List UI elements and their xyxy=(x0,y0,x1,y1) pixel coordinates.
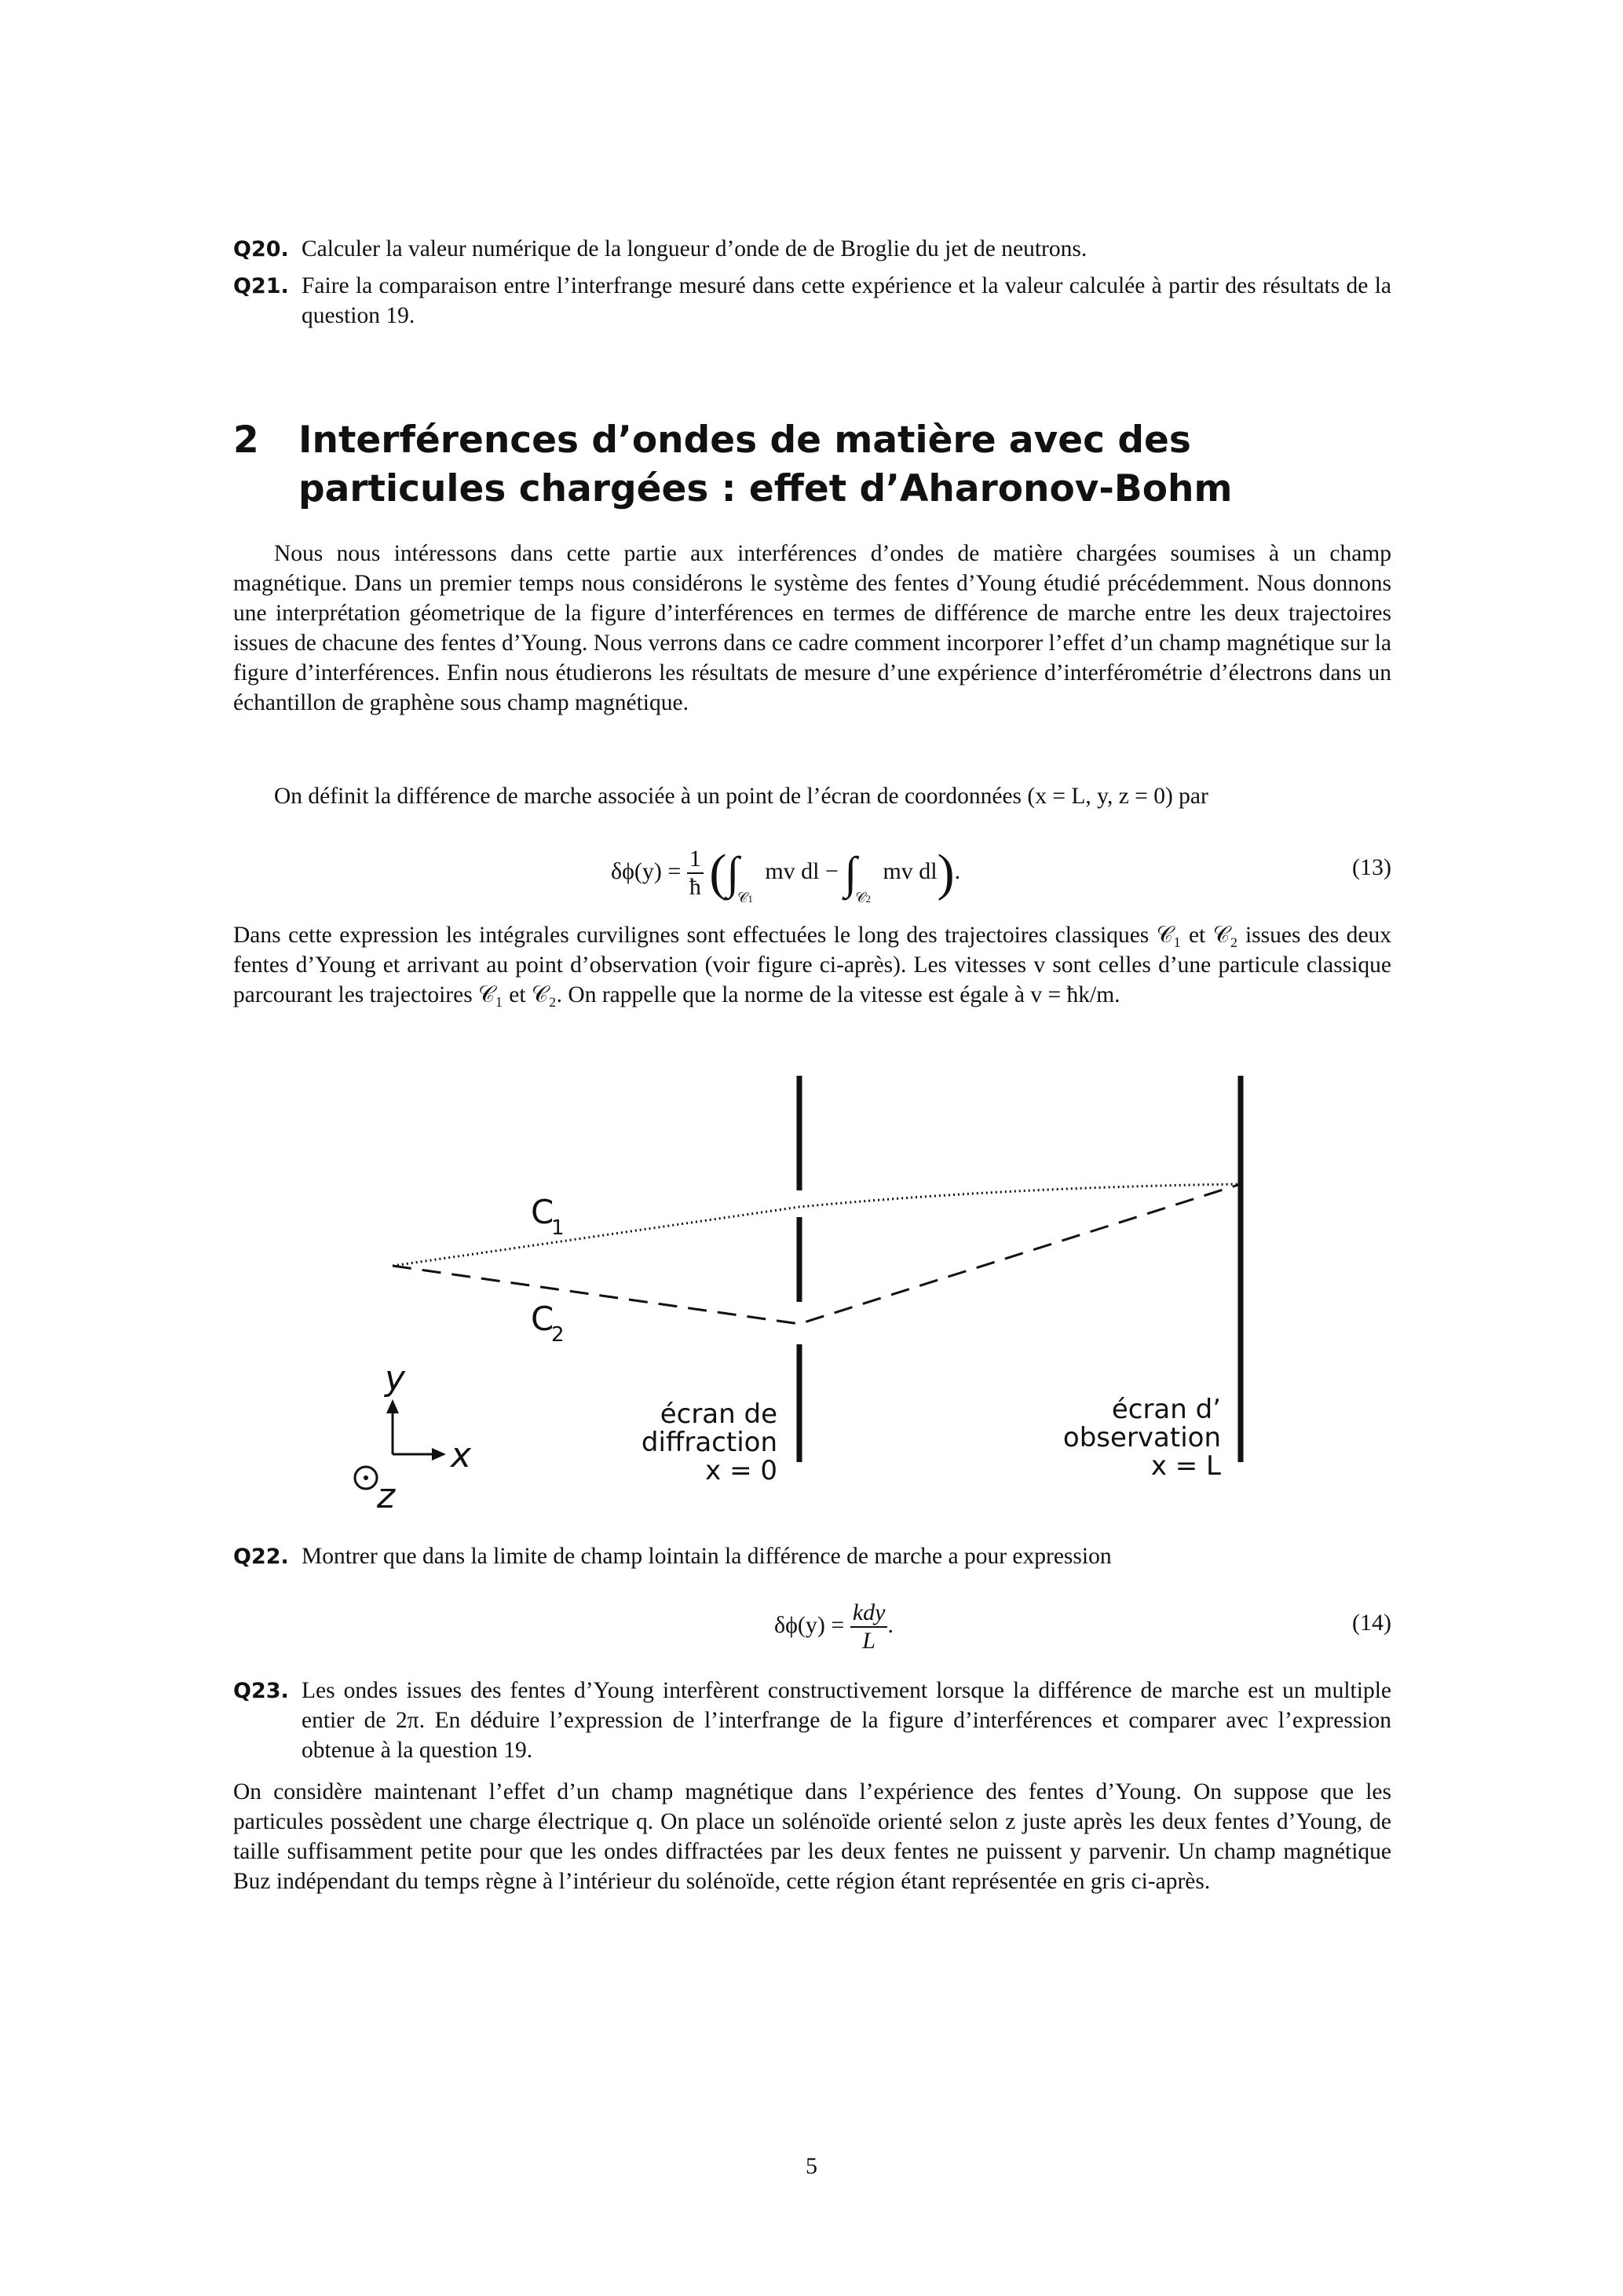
equation-14-number: (14) xyxy=(1352,1610,1391,1636)
question-label: Q22. xyxy=(233,1545,289,1569)
eq13-integrand1: mv dl xyxy=(765,858,820,884)
eq14-end: . xyxy=(887,1612,894,1638)
y-arrowhead-icon xyxy=(386,1399,399,1413)
c2-label: C xyxy=(531,1300,554,1338)
screen1-label-line1: écran de xyxy=(660,1398,777,1430)
axis-z-label: z xyxy=(377,1476,396,1516)
x-arrowhead-icon xyxy=(432,1448,446,1461)
eq13-sub1-index: 1 xyxy=(748,893,753,905)
equation-13: δϕ(y) = $\frac{1}{ħ}$ ($\int_{𝒞1}$ mv dl − $\int_{𝒞2}$ mv dl). xyxy=(611,844,961,905)
eq14-lhs: δϕ(y) = xyxy=(774,1612,845,1638)
section-number: 2 xyxy=(233,419,259,462)
equation-13-number: (13) xyxy=(1352,854,1391,880)
definition-sentence: On définit la différence de marche associée à un point de l’écran de coordonnées (x = L, y, z = 0) par xyxy=(274,784,1208,809)
screen1-label-line2: diffraction xyxy=(641,1427,777,1458)
eq14-frac-den: L xyxy=(862,1628,875,1654)
question-label: Q23. xyxy=(233,1679,289,1703)
screen1-label-line3: x = 0 xyxy=(705,1455,777,1486)
eq13-sub2-index: 2 xyxy=(865,893,871,905)
c1-index: 1 xyxy=(551,1216,565,1240)
screen2-label-line3: x = L xyxy=(1150,1450,1221,1482)
eq13-end: . xyxy=(954,858,961,884)
trajectory-c2 xyxy=(393,1184,1241,1324)
trajectory-c1 xyxy=(393,1184,1241,1266)
eq13-lhs: δϕ(y) = xyxy=(611,858,682,884)
section-title: Interférences d’ondes de matière avec des particules chargées : effet d’Aharonov-Bohm xyxy=(298,419,1233,510)
question-text: Calculer la valeur numérique de la longueur d’onde de de Broglie du jet de neutrons. xyxy=(302,236,1087,261)
eq14-frac-num: kdy xyxy=(850,1600,888,1628)
c2-index: 2 xyxy=(551,1323,565,1347)
question-label: Q20. xyxy=(233,237,289,261)
c1-label: C xyxy=(531,1193,554,1231)
eq13-sub1: 𝒞 xyxy=(737,890,748,905)
question-text: Les ondes issues des fentes d’Young interfèrent constructivement lorsque la différence de marche est un multiple entier de 2π. En déduire l’expression de l’interfrange de la figure d’interférences et comparer avec l’expression obtenue à la question 19. xyxy=(302,1678,1391,1763)
screen2-label-line1: écran d’ xyxy=(1111,1394,1221,1425)
question-q23 xyxy=(233,1676,1391,1765)
question-label: Q21. xyxy=(233,274,289,298)
eq13-frac-num: 1 xyxy=(687,846,704,874)
trajectories-paragraph: Dans cette expression les intégrales curvilignes sont effectuées le long des trajectoires classiques 𝒞₁ et 𝒞₂ issues des deux fentes d’Young et arrivant au point d’observation (voir figure ci-après). Les vitesses v sont celles d’une particule classique parcourant les trajectoires 𝒞₁ et 𝒞₂. On rappelle que la norme de la vitesse est égale à v = ħk/m. xyxy=(233,923,1391,1007)
eq13-frac-den: ħ xyxy=(689,874,701,901)
eq13-sub2: 𝒞 xyxy=(855,890,866,905)
eq13-minus: − xyxy=(825,858,839,884)
eq13-integrand2: mv dl xyxy=(883,858,938,884)
question-q22 xyxy=(233,1541,1391,1571)
question-text: Faire la comparaison entre l’interfrange mesuré dans cette expérience et la valeur calculée à partir des résultats de la question 19. xyxy=(302,273,1391,328)
axis-y-label: y xyxy=(385,1358,406,1398)
eq14-fraction xyxy=(850,1600,888,1654)
magnetic-field-paragraph: On considère maintenant l’effet d’un champ magnétique dans l’expérience des fentes d’Young. On suppose que les particules possèdent une charge électrique q. On place un solénoïde orienté selon z juste après les deux fentes d’Young, de taille suffisamment petite pour que les ondes diffractées par les deux fentes ne puissent y parvenir. Un champ magnétique Buz indépendant du temps règne à l’intérieur du solénoïde, cette région étant représentée en gris ci-après. xyxy=(233,1779,1391,1894)
question-text: Montrer que dans la limite de champ lointain la différence de marche a pour expression xyxy=(302,1544,1112,1569)
screen2-label-line2: observation xyxy=(1062,1422,1221,1453)
equation-14 xyxy=(774,1594,894,1657)
intro-paragraph: Nous nous intéressons dans cette partie aux interférences d’ondes de matière chargées soumises à un champ magnétique. Dans un premier temps nous considérons le système des fentes d’Young étudié précédemment. Nous donnons une interprétation géometrique de la figure d’interférences en termes de différence de marche entre les deux trajectoires issues de chacune des fentes d’Young. Nous verrons dans ce cadre comment incorporer l’effet d’un champ magnétique sur la figure d’interférences. Enfin nous étudierons les résultats de mesure d’une expérience d’interférométrie d’électrons dans un échantillon de graphène sous champ magnétique. xyxy=(233,541,1391,715)
page-number: 5 xyxy=(806,2153,817,2179)
axis-x-label: x xyxy=(451,1435,472,1475)
